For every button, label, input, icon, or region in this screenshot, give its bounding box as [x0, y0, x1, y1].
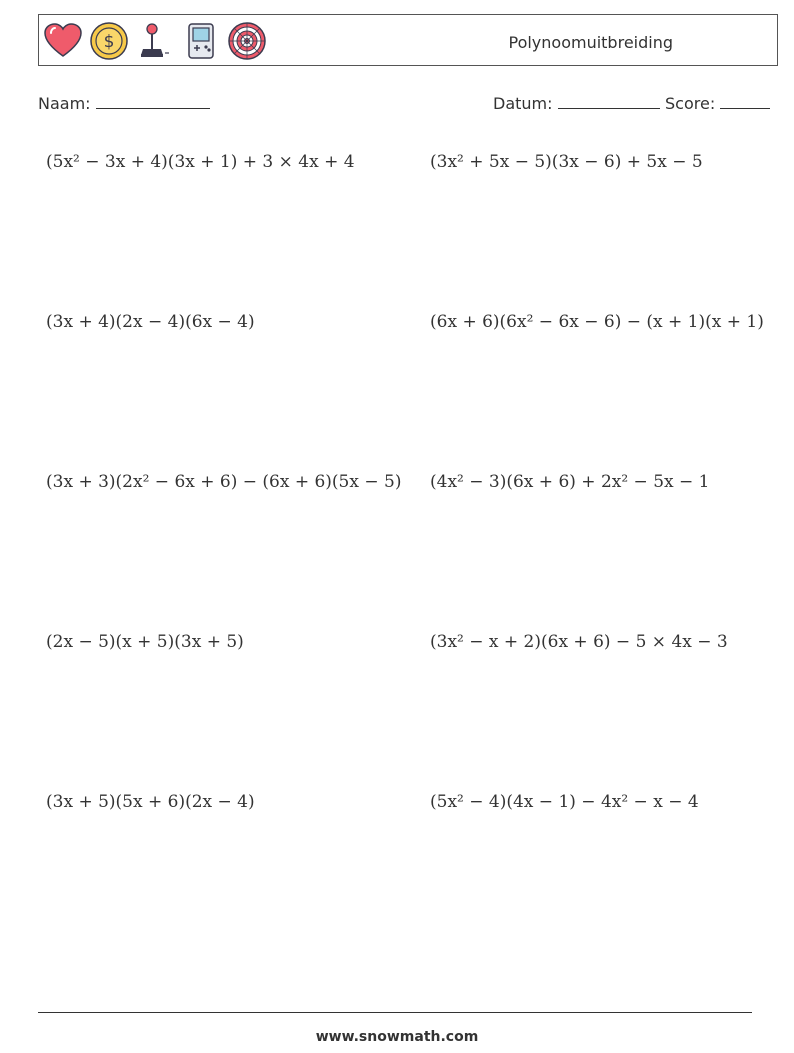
problem-1: (5x² − 3x + 4)(3x + 1) + 3 × 4x + 4 — [46, 152, 355, 172]
handheld-console-icon — [181, 21, 221, 61]
name-label: Naam: — [38, 94, 91, 113]
problem-5: (3x + 3)(2x² − 6x + 6) − (6x + 6)(5x − 5) — [46, 472, 402, 492]
score-label: Score: — [665, 94, 716, 113]
problem-8: (3x² − x + 2)(6x + 6) − 5 × 4x − 3 — [430, 632, 728, 652]
problem-9: (3x + 5)(5x + 6)(2x − 4) — [46, 792, 255, 812]
worksheet-header — [38, 14, 778, 66]
date-label: Datum: — [493, 94, 553, 113]
dartboard-icon — [227, 21, 267, 61]
date-blank[interactable] — [558, 93, 660, 109]
header-icons — [43, 21, 267, 61]
worksheet-title: Polynoomuitbreiding — [508, 33, 673, 52]
problem-3: (3x + 4)(2x − 4)(6x − 4) — [46, 312, 255, 332]
problem-7: (2x − 5)(x + 5)(3x + 5) — [46, 632, 244, 652]
score-field — [665, 93, 770, 113]
svg-text:$: $ — [103, 32, 115, 52]
problem-10: (5x² − 4)(4x − 1) − 4x² − x − 4 — [430, 792, 699, 812]
dollar-coin-icon — [89, 21, 129, 61]
joystick-icon — [135, 21, 175, 61]
heart-icon — [43, 21, 83, 61]
date-field — [493, 93, 660, 113]
footer-divider — [38, 1012, 752, 1013]
footer-url[interactable]: www.snowmath.com — [315, 1029, 479, 1045]
score-blank[interactable] — [720, 93, 770, 109]
name-blank[interactable] — [96, 93, 210, 109]
problem-4: (6x + 6)(6x² − 6x − 6) − (x + 1)(x + 1) — [430, 312, 764, 332]
name-field — [38, 93, 210, 113]
problem-6: (4x² − 3)(6x + 6) + 2x² − 5x − 1 — [430, 472, 710, 492]
problem-2: (3x² + 5x − 5)(3x − 6) + 5x − 5 — [430, 152, 703, 172]
